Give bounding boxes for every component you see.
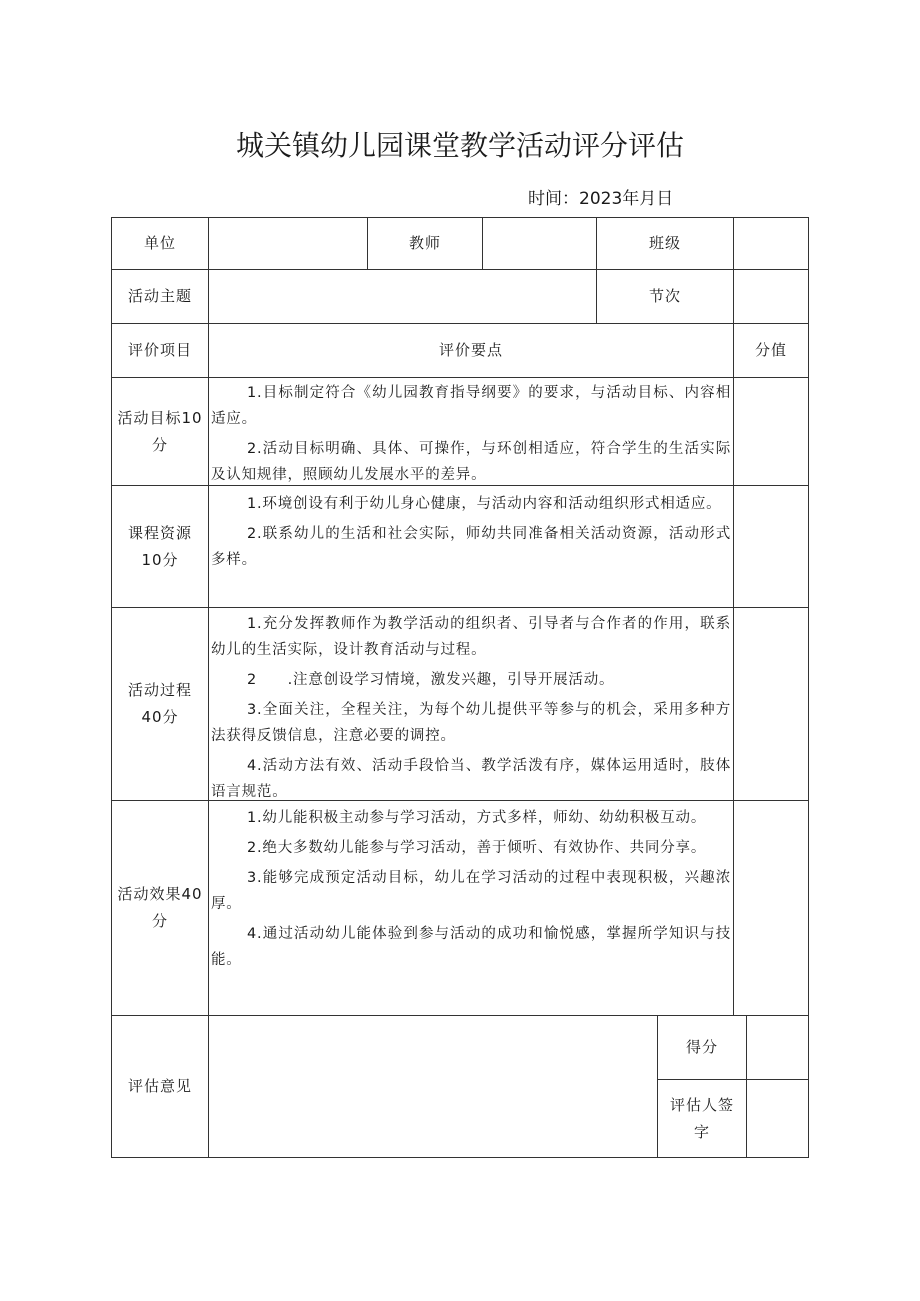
item-header: 评价项目 <box>111 323 209 378</box>
point-item: 3.能够完成预定活动目标，幼儿在学习活动的过程中表现积极，兴趣浓厚。 <box>211 870 731 912</box>
score-field[interactable] <box>733 607 809 801</box>
score-field[interactable] <box>733 485 809 608</box>
opinion-label: 评估意见 <box>111 1015 209 1158</box>
point-item: 1.充分发挥教师作为教学活动的组织者、引导者与合作者的作用，联系幼儿的生活实际，设计教育活动与过程。 <box>211 616 731 658</box>
got-score-field[interactable] <box>746 1015 809 1080</box>
unit-field[interactable] <box>208 217 368 270</box>
point-item: 3.全面关注，全程关注，为每个幼儿提供平等参与的机会，采用多种方法获得反馈信息，注意必要的调控。 <box>211 702 731 744</box>
point-item: 1.目标制定符合《幼儿园教育指导纲要》的要求，与活动目标、内容相适应。 <box>211 385 731 427</box>
point-item: 2.活动目标明确、具体、可操作，与环创相适应，符合学生的生活实际及认知规律，照顾幼儿发展水平的差异。 <box>211 441 731 483</box>
score-field[interactable] <box>733 800 809 1016</box>
section-label: 活动效果40分 <box>111 800 209 1016</box>
point-item: 1.幼儿能积极主动参与学习活动，方式多样，师幼、幼幼积极互动。 <box>247 810 707 826</box>
session-label: 节次 <box>596 269 734 324</box>
page-title: 城关镇幼儿园课堂教学活动评分评估 <box>235 129 684 162</box>
topic-field[interactable] <box>208 269 597 324</box>
point-item: 4.活动方法有效、活动手段恰当、教学活泼有序，媒体运用适时，肢体语言规范。 <box>211 758 731 800</box>
section-label: 课程资源10分 <box>111 485 209 608</box>
section-points <box>208 607 734 801</box>
unit-label: 单位 <box>111 217 209 270</box>
section-points <box>208 377 734 486</box>
section-points <box>208 800 734 1016</box>
score-header: 分值 <box>733 323 809 378</box>
session-field[interactable] <box>733 269 809 324</box>
point-item: 1.环境创设有利于幼儿身心健康，与活动内容和活动组织形式相适应。 <box>247 496 722 512</box>
topic-label: 活动主题 <box>111 269 209 324</box>
section-label: 活动过程40分 <box>111 607 209 801</box>
teacher-label: 教师 <box>367 217 483 270</box>
class-label: 班级 <box>596 217 734 270</box>
points-header: 评价要点 <box>208 323 734 378</box>
point-item: 2.绝大多数幼儿能参与学习活动，善于倾听、有效协作、共同分享。 <box>247 840 707 856</box>
class-field[interactable] <box>733 217 809 270</box>
point-item: 2 .注意创设学习情境，激发兴趣，引导开展活动。 <box>247 672 615 688</box>
section-points <box>208 485 734 608</box>
date-line: 时间：2023年月日 <box>528 189 674 209</box>
signature-label: 评估人签字 <box>657 1079 747 1158</box>
signature-field[interactable] <box>746 1079 809 1158</box>
score-field[interactable] <box>733 377 809 486</box>
opinion-field[interactable] <box>208 1015 658 1158</box>
point-item: 2.联系幼儿的生活和社会实际，师幼共同准备相关活动资源，活动形式多样。 <box>211 526 731 568</box>
section-label: 活动目标10分 <box>111 377 209 486</box>
point-item: 4.通过活动幼儿能体验到参与活动的成功和愉悦感，掌握所学知识与技能。 <box>211 926 731 968</box>
evaluation-form <box>111 217 809 1158</box>
got-score-label: 得分 <box>657 1015 747 1080</box>
teacher-field[interactable] <box>482 217 597 270</box>
